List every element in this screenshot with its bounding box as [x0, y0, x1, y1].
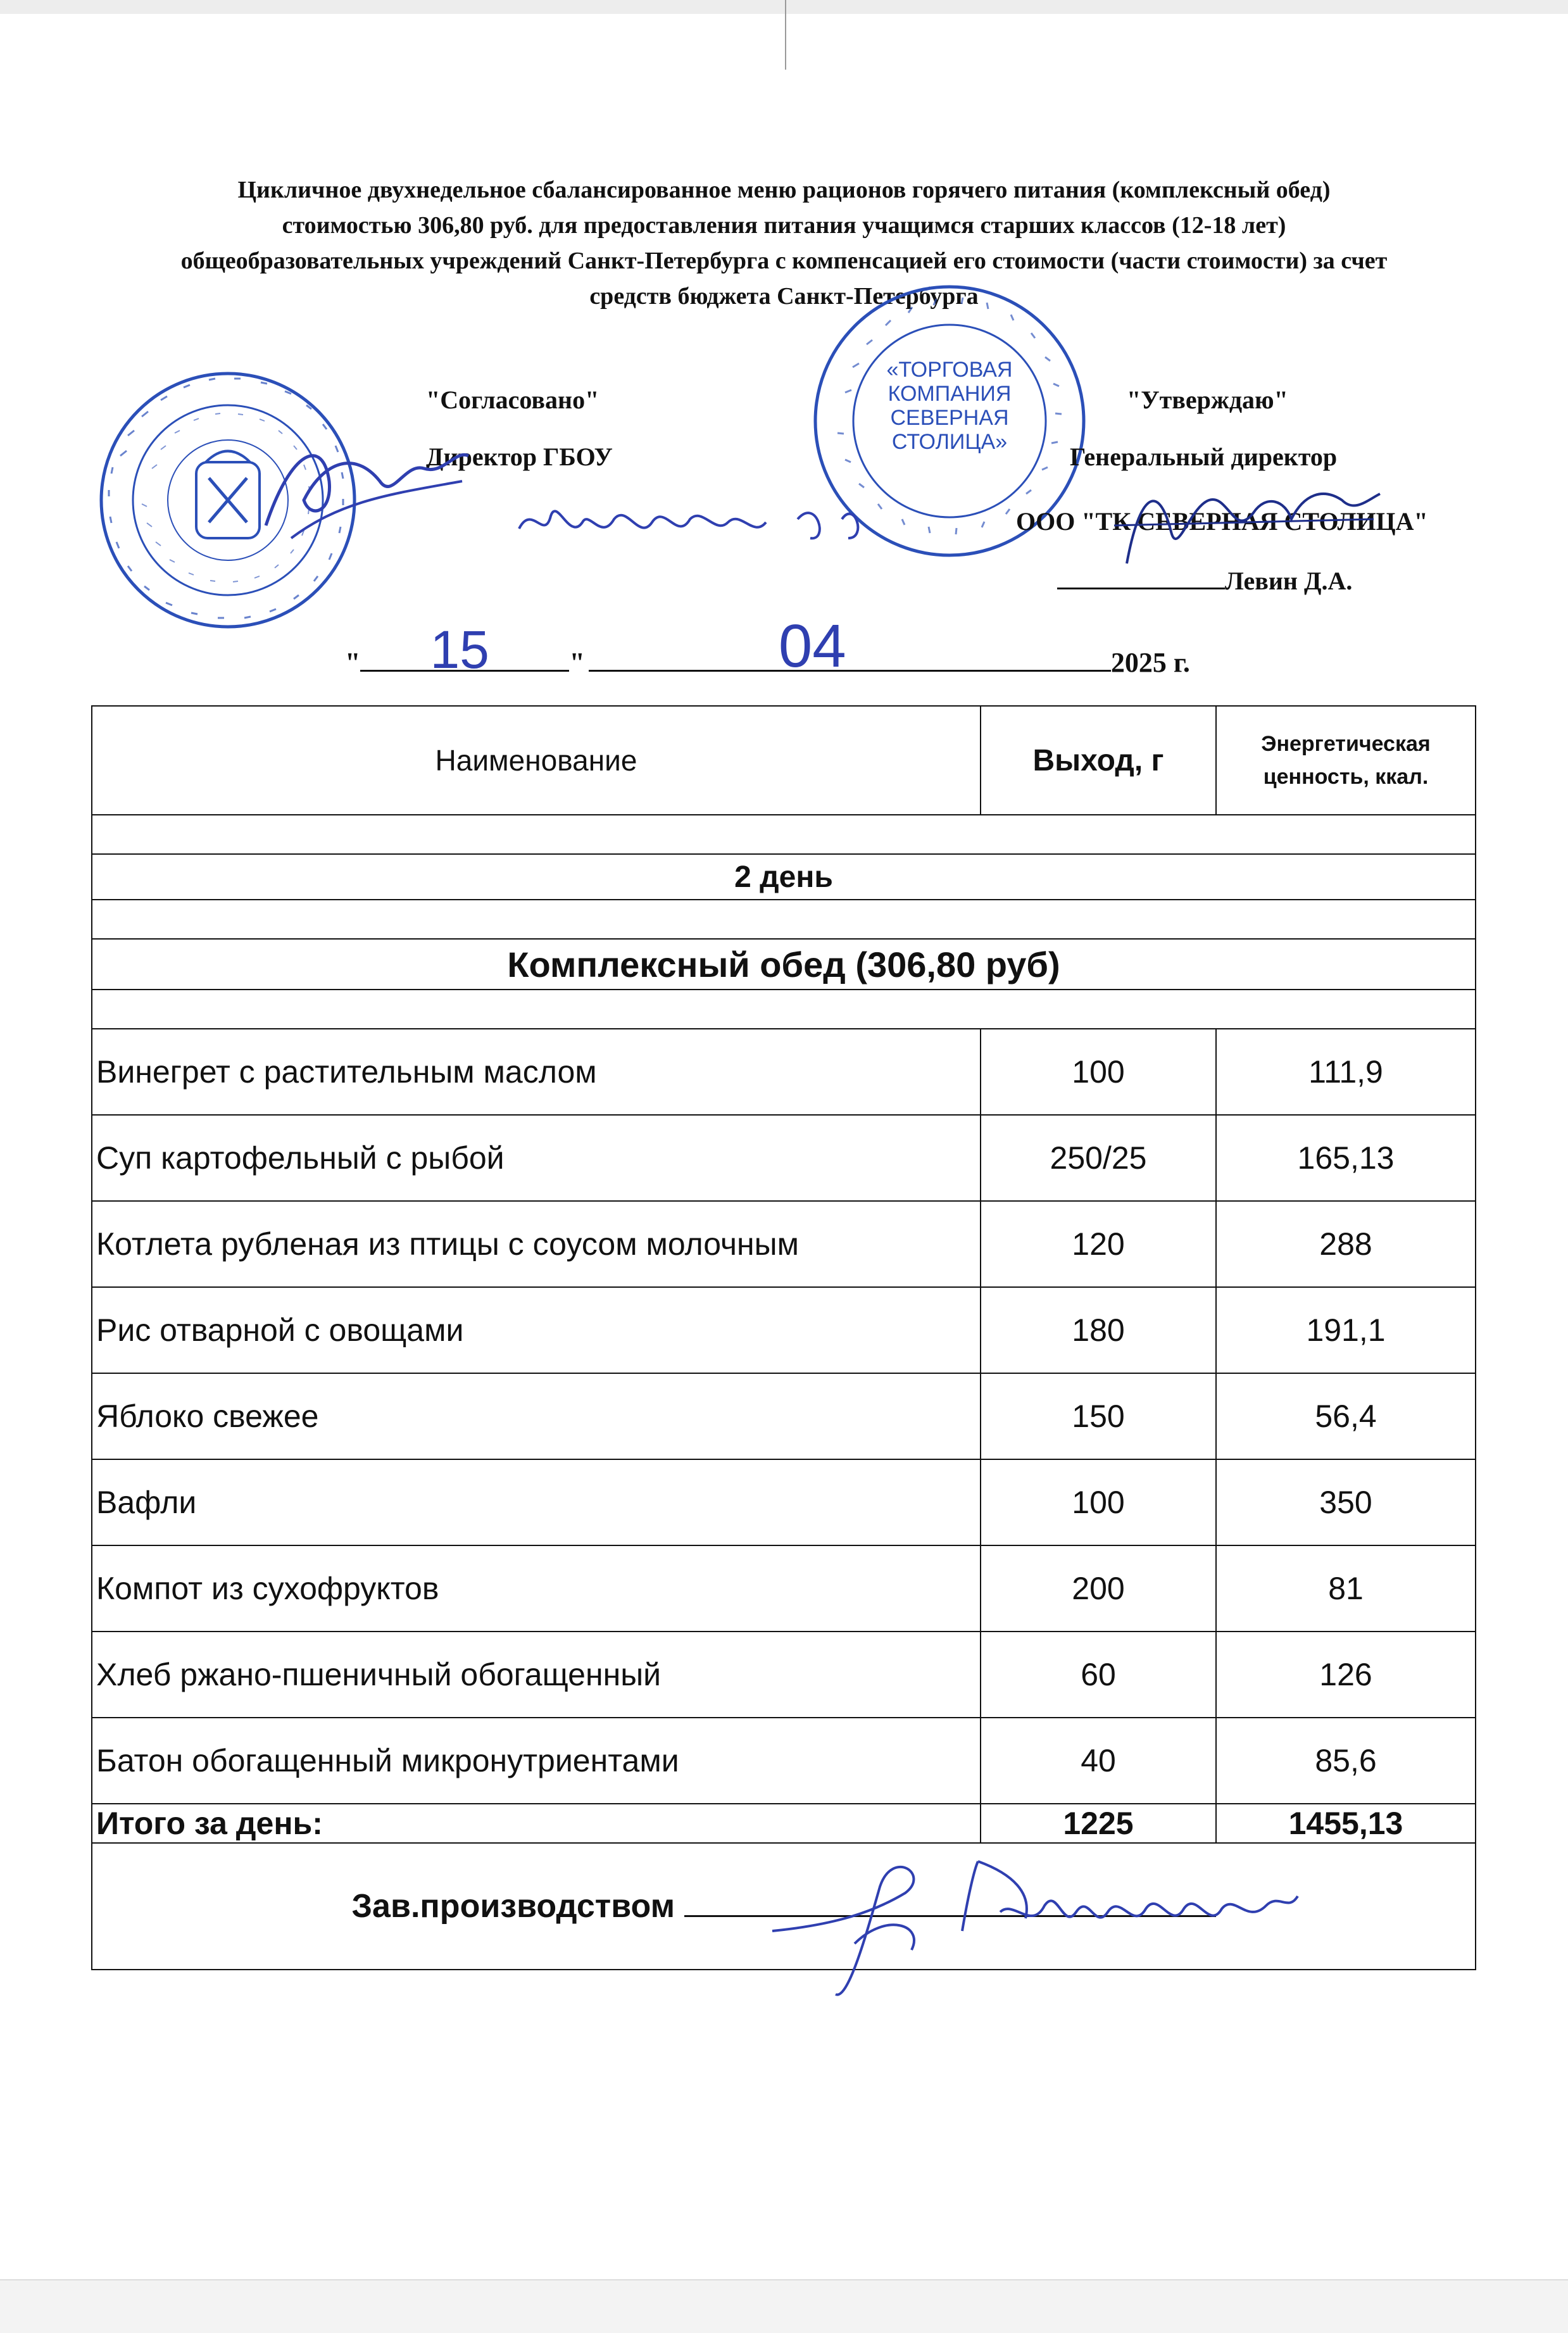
title-line-4: средств бюджета Санкт-Петербурга [589, 283, 979, 310]
date-year: 2025 г. [1110, 647, 1190, 678]
col-header-energy-line1: Энергетическая [1261, 732, 1431, 756]
col-header-name: Наименование [92, 706, 981, 815]
page-edge-bottom [0, 2279, 1568, 2333]
item-yield: 40 [981, 1718, 1216, 1804]
item-energy: 191,1 [1216, 1287, 1476, 1373]
meal-label: Комплексный обед (306,80 руб) [92, 939, 1476, 990]
item-name: Винегрет с растительным маслом [92, 1029, 981, 1115]
item-energy: 85,6 [1216, 1718, 1476, 1804]
item-name: Компот из сухофруктов [92, 1545, 981, 1632]
document-title [76, 172, 1492, 314]
table-row [92, 1459, 1476, 1545]
table-row [92, 1029, 1476, 1115]
item-energy: 56,4 [1216, 1373, 1476, 1459]
approval-right-org: ООО "ТК СЕВЕРНАЯ СТОЛИЦА" [1016, 507, 1428, 536]
company-seal-text [877, 358, 1022, 454]
spacer-row [92, 815, 1476, 854]
item-yield: 250/25 [981, 1115, 1216, 1201]
item-energy: 288 [1216, 1201, 1476, 1287]
title-line-3: общеобразовательных учреждений Санкт-Петербурга с компенсацией его стоимости (части стоимости) за счет [180, 248, 1388, 274]
day-row [92, 854, 1476, 900]
date-close-quote: " [569, 647, 585, 678]
signer-name: Левин Д.А. [1225, 567, 1353, 595]
col-header-energy-line2: ценность, ккал. [1263, 765, 1429, 789]
table-row [92, 1373, 1476, 1459]
approval-left-heading: "Согласовано" [426, 386, 599, 414]
item-yield: 60 [981, 1632, 1216, 1718]
table-row [92, 1287, 1476, 1373]
seal-line-3: СЕВЕРНАЯ [890, 406, 1009, 430]
item-energy: 111,9 [1216, 1029, 1476, 1115]
left-signature [253, 424, 481, 551]
title-line-2: стоимостью 306,80 руб. для предоставления питания учащимся старших классов (12-18 лет) [282, 212, 1286, 239]
item-yield: 100 [981, 1029, 1216, 1115]
item-energy: 126 [1216, 1632, 1476, 1718]
table-row [92, 1115, 1476, 1201]
seal-line-1: «ТОРГОВАЯ [886, 358, 1013, 382]
approval-right-role: Генеральный директор [1070, 443, 1338, 471]
total-energy: 1455,13 [1216, 1804, 1476, 1843]
item-name: Рис отварной с овощами [92, 1287, 981, 1373]
spacer-cell [92, 815, 1476, 854]
page-edge-top [0, 0, 1568, 14]
item-yield: 100 [981, 1459, 1216, 1545]
production-manager-label: Зав.производством [351, 1888, 675, 1925]
fold-line [785, 0, 786, 70]
date-day: 15 [430, 620, 489, 679]
item-name: Батон обогащенный микронутриентами [92, 1718, 981, 1804]
item-name: Хлеб ржано-пшеничный обогащенный [92, 1632, 981, 1718]
item-name: Котлета рубленая из птицы с соусом молочным [92, 1201, 981, 1287]
table-header-row [92, 706, 1476, 815]
approval-date [345, 612, 1190, 680]
total-yield: 1225 [981, 1804, 1216, 1843]
table-row [92, 1718, 1476, 1804]
item-yield: 150 [981, 1373, 1216, 1459]
total-label: Итого за день: [92, 1804, 981, 1843]
col-header-energy [1216, 706, 1476, 815]
spacer-cell [92, 900, 1476, 939]
item-yield: 180 [981, 1287, 1216, 1373]
item-yield: 120 [981, 1201, 1216, 1287]
day-label: 2 день [92, 854, 1476, 900]
menu-table [91, 705, 1476, 1970]
table-row [92, 1201, 1476, 1287]
date-month-line [589, 612, 1111, 680]
item-energy: 350 [1216, 1459, 1476, 1545]
table-row [92, 1632, 1476, 1718]
item-name: Вафли [92, 1459, 981, 1545]
title-line-1: Цикличное двухнедельное сбалансированное меню рационов горячего питания (комплексный обед) [237, 177, 1331, 203]
date-month: 04 [778, 612, 846, 680]
approval-right-heading: "Утверждаю" [1127, 386, 1288, 414]
item-name: Яблоко свежее [92, 1373, 981, 1459]
item-yield: 200 [981, 1545, 1216, 1632]
meal-row [92, 939, 1476, 990]
approval-left-role: Директор ГБОУ [426, 443, 613, 471]
seal-line-4: СТОЛИЦА» [891, 430, 1008, 454]
date-open-quote: " [345, 647, 361, 678]
item-name: Суп картофельный с рыбой [92, 1115, 981, 1201]
left-name-signature [513, 484, 893, 560]
seal-line-2: КОМПАНИЯ [887, 382, 1012, 406]
item-energy: 165,13 [1216, 1115, 1476, 1201]
spacer-row [92, 990, 1476, 1029]
spacer-cell [92, 990, 1476, 1029]
date-day-line [360, 620, 569, 679]
right-signature [1101, 456, 1393, 576]
col-header-yield: Выход, г [981, 706, 1216, 815]
item-energy: 81 [1216, 1545, 1476, 1632]
spacer-row [92, 900, 1476, 939]
production-manager-signature [760, 1836, 1304, 2013]
table-row [92, 1545, 1476, 1632]
